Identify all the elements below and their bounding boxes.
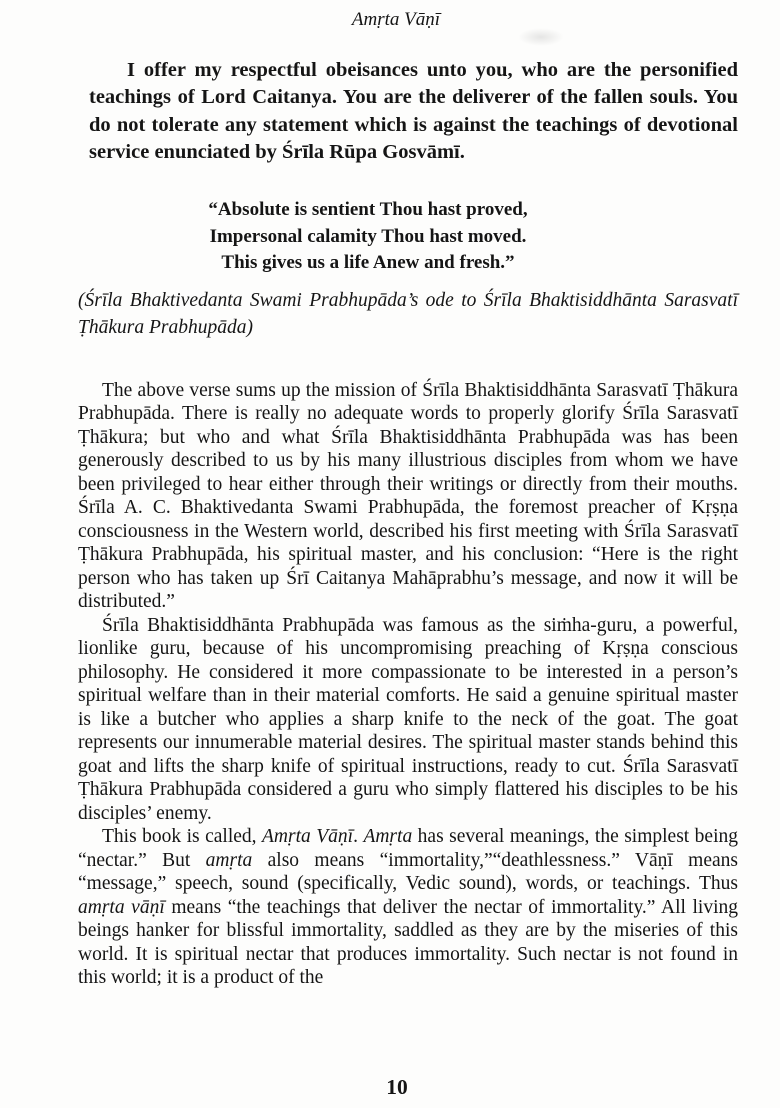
text-segment: . — [353, 826, 364, 848]
text-segment-italic: amṛta — [205, 849, 253, 871]
running-header-title: Amṛta Vāṇī — [351, 9, 441, 30]
verse-attribution: (Śrīla Bhaktivedanta Swami Prabhupāda’s ode to Śrīla Bhaktisiddhānta Sarasvatī Ṭhākura Prabhupāda) — [78, 289, 738, 339]
text-segment-italic: amṛta vāṇī — [78, 896, 165, 918]
text-segment: means “the teachings that deliver the nectar of immortality.” All living beings hanker for blissful immortality, saddled as they are by the miseries of this world. It is spiritual nectar that produces immortality. Such nectar is not found in this world; it is a product of the — [78, 896, 738, 989]
page-number: 10 — [386, 1075, 408, 1099]
verse-block — [38, 197, 698, 277]
text-segment: also means “immortality,”“deathlessness.” Vāṇī means “message,” speech, sound (specifically, Vedic sound), words, or teachings. Thus — [78, 849, 738, 895]
text-segment: This book is called, — [102, 826, 263, 848]
dedication-paragraph: I offer my respectful obeisances unto you, who are the personified teachings of Lord Caitanya. You are the deliverer of the fallen souls. You do not tolerate any statement which is against the teachings of devotional service enunciated by Śrīla Rūpa Gosvāmī. — [89, 59, 738, 163]
text-segment: has several meanings, the simplest being “nectar.” But — [78, 826, 739, 871]
verse-line: This gives us a life Anew and fresh.” — [221, 252, 515, 274]
text-segment: Śrīla Bhaktisiddhānta Prabhupāda was famous as the siṁha-guru, a powerful, lionlike guru, because of his uncompromising preaching of Kṛṣṇa conscious philosophy. He considered it more compassionate to be interested in a person’s spiritual welfare than in their material comforts. He said a genuine spiritual master is like a butcher who applies a sharp knife to the neck of the goat. The goat represents our innumerable material desires. The spiritual master stands behind this goat and lifts the sharp knife of spiritual instructions, ready to cut. Śrīla Sarasvatī Ṭhākura Prabhupāda considered a guru who simply flattered his disciples to be his disciples’ enemy. — [78, 614, 738, 824]
text-segment-italic: Amṛta Vāṇī — [262, 826, 354, 848]
verse-line: Impersonal calamity Thou hast moved. — [209, 225, 527, 247]
body-text — [78, 379, 738, 990]
verse-line: “Absolute is sentient Thou hast proved, — [208, 199, 528, 221]
text-segment: The above verse sums up the mission of Śrīla Bhaktisiddhānta Sarasvatī Ṭhākura Prabhupāda. There is really no adequate words to properly glorify Śrīla Sarasvatī Ṭhākura; but who and what Śrīla Bhaktisiddhānta Prabhupāda was has been generously described to us by his many illustrious disciples from whom we have been privileged to hear either through their writings or directly from their mouths. Śrīla A. C. Bhaktivedanta Swami Prabhupāda, the foremost preacher of Kṛṣṇa consciousness in the Western world, described his first meeting with Śrīla Sarasvatī Ṭhākura Prabhupāda, his spiritual master, and his conclusion: “Here is the right person who has taken up Śrī Caitanya Mahāprabhu’s message, and now it will be distributed.” — [78, 379, 738, 613]
body-paragraph — [78, 825, 738, 990]
text-segment-italic: Amṛta — [363, 826, 413, 848]
body-paragraph — [78, 379, 738, 614]
body-paragraph — [78, 614, 738, 826]
running-header — [66, 8, 726, 32]
